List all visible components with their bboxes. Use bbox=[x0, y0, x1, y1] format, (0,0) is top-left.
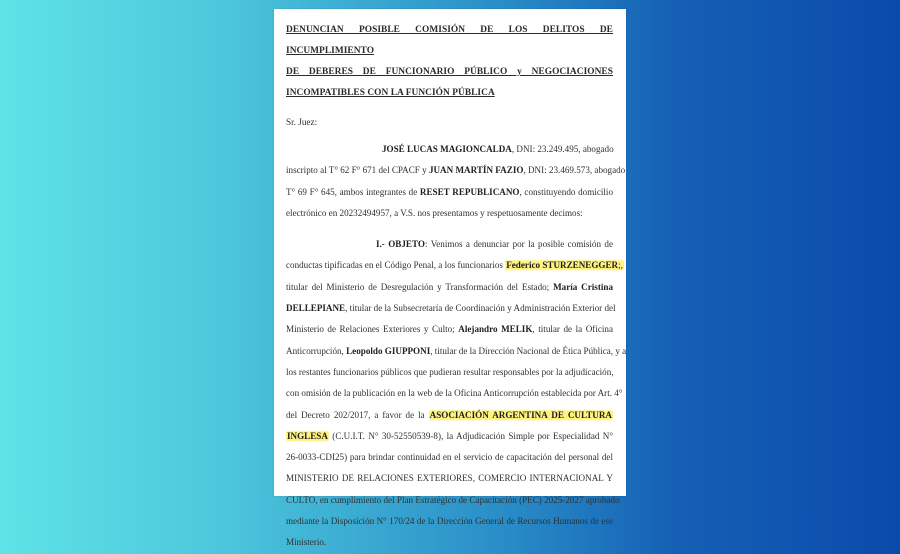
official-giupponi: Leopoldo GIUPPONI bbox=[346, 345, 431, 356]
official-dellepiane-last: DELLEPIANE bbox=[286, 303, 346, 314]
document-page bbox=[274, 9, 627, 548]
organization-name: RESET REPUBLICANO bbox=[419, 186, 520, 197]
salutation: Sr. Juez: bbox=[286, 117, 318, 127]
objeto-paragraph: I.- OBJETO: Venimos a denunciar por la posible comisión de conductas tipificadas en el Código Penal, a los funcionarios Federico STURZENEGGER;, titular del Ministerio de Desregulación y Transformación del Estado; María Cristina DELLEPIANE, titular de la Subsecretaría de Coordinación y Administración Exterior del Ministerio de Relaciones Exteriores y Culto; Alejandro MELIK, titular de la Oficina Anticorrupción, Leopoldo GIUPPONI, titular de la Dirección Nacional de Ética Pública, y a los restantes funcionarios públicos que pudieran resultar responsables por la adjudicación, con omisión de la publicación en la web de la Oficina Anticorrupción establecida por Art. 4° del Decreto 202/2017, a favor de la ASOCIACIÓN ARGENTINA DE CULTURA INGLESA (C.U.I.T. N° 30-52550539-8), la Adjudicación Simple por Especialidad N° 26-0033-CDI25) para brindar continuidad en el servicio de capacitación del personal del MINISTERIO DE RELACIONES EXTERIORES, COMERCIO INTERNACIONAL Y CULTO, en cumplimiento del Plan Estratégico de Capacitación (PEC) 2025-2027 aprobado mediante la Disposición N° 170/24 de la Dirección General de Recursos Humanos de ese Ministerio. bbox=[286, 239, 627, 548]
lawyer-name-2: JUAN MARTÍN FAZIO bbox=[428, 165, 524, 176]
document-title bbox=[286, 20, 613, 104]
section-heading-objeto: I.- OBJETO bbox=[376, 239, 425, 250]
lawyer-name-1: JOSÉ LUCAS MAGIONCALDA bbox=[382, 144, 512, 154]
official-melik: Alejandro MELIK bbox=[458, 324, 533, 335]
title-line-1: DENUNCIAN POSIBLE COMISIÓN DE LOS DELITOS DE INCUMPLIMIENTO bbox=[286, 25, 613, 56]
highlight-entity-line2: INGLESA bbox=[287, 430, 328, 441]
title-line-2: DE DEBERES DE FUNCIONARIO PÚBLICO y NEGOCIACIONES bbox=[286, 67, 613, 77]
highlight-entity-line1: ASOCIACIÓN ARGENTINA DE CULTURA bbox=[429, 409, 612, 420]
title-line-3: INCOMPATIBLES CON LA FUNCIÓN PÚBLICA bbox=[286, 88, 495, 98]
highlight-sturzenegger: Federico STURZENEGGER;, bbox=[506, 260, 623, 271]
intro-paragraph: JOSÉ LUCAS MAGIONCALDA, DNI: 23.249.495, abogado inscripto al T° 62 F° 671 del CPACF y JUAN MARTÍN FAZIO, DNI: 23.469.573, abogado T° 69 F° 645, ambos integrantes de RESET REPUBLICANO, constituyendo domicilio electrónico en 20232494957, a V.S. nos presentamos y respetuosamente decimos: bbox=[286, 144, 626, 218]
official-dellepiane-first: María Cristina bbox=[553, 281, 614, 292]
